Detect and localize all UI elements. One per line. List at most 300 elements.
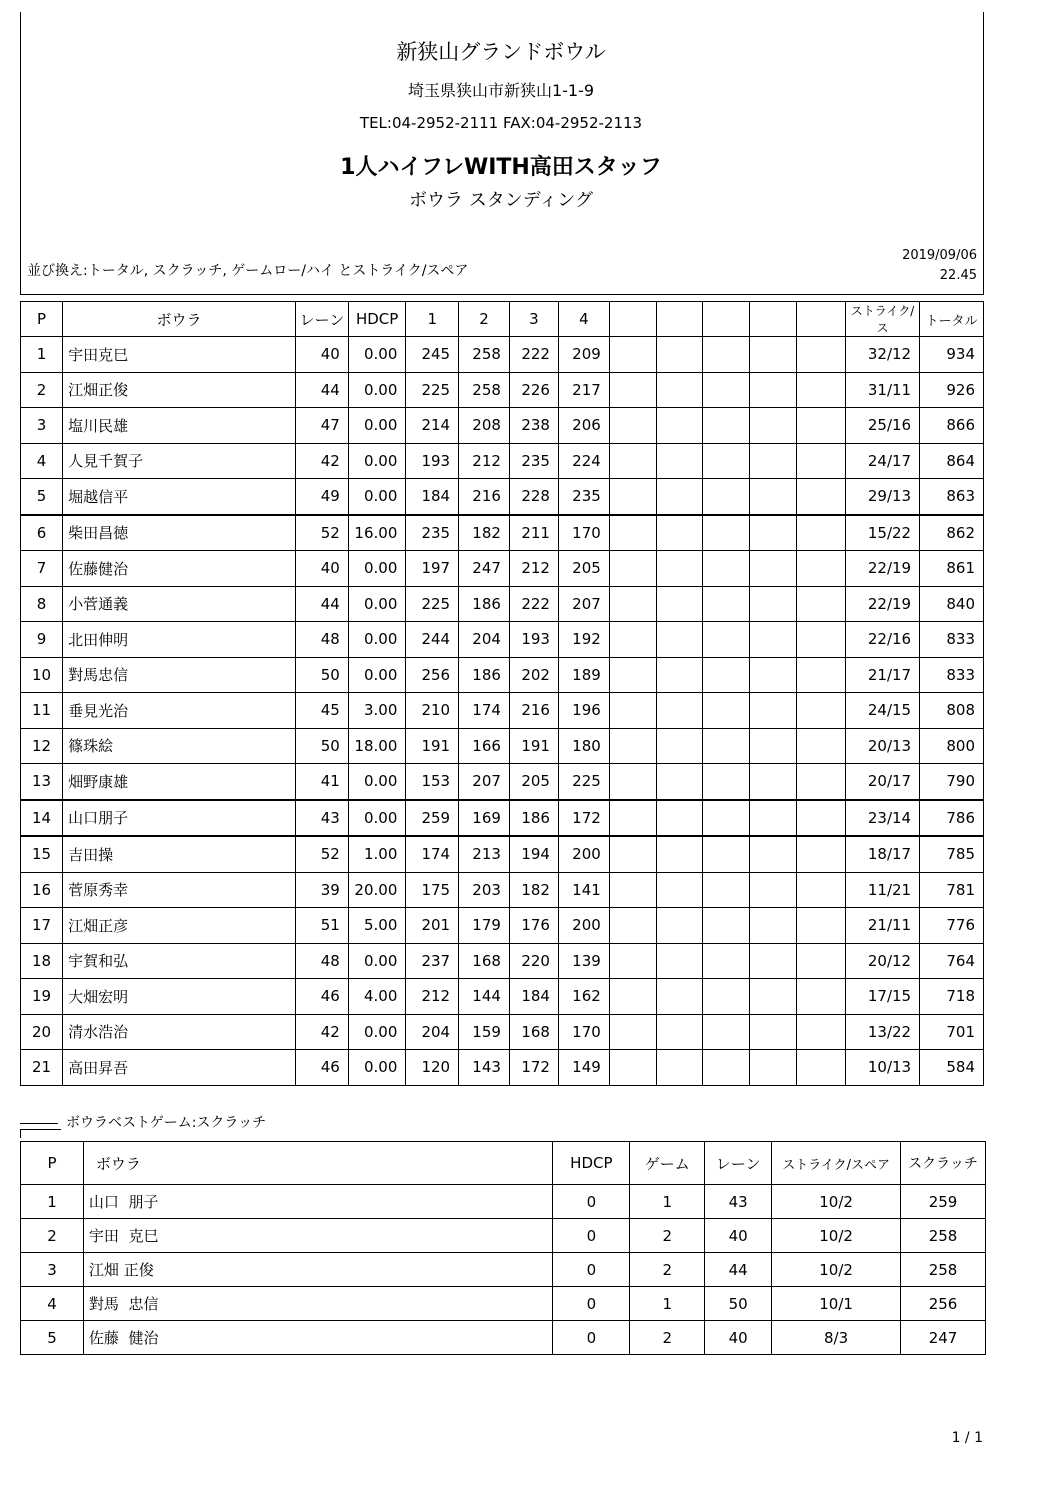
strike-spare-cell: 24/15: [845, 693, 919, 729]
empty-cell: [797, 372, 846, 408]
best-col-bowler: ボウラ: [83, 1142, 552, 1185]
table-row: [21, 908, 984, 944]
position-cell: 16: [21, 872, 63, 908]
empty-cell: [609, 728, 656, 764]
col-lane: レーン: [295, 302, 348, 337]
empty-cell: [656, 1014, 702, 1050]
empty-cell: [656, 836, 702, 872]
best-strike-spare-cell: 10/2: [772, 1219, 901, 1253]
game-2-cell: 179: [459, 908, 510, 944]
game-2-cell: 174: [459, 693, 510, 729]
table-row: [21, 1321, 986, 1355]
empty-cell: [750, 657, 797, 693]
bowler-name-cell: 佐藤健治: [63, 551, 296, 587]
table-row: [21, 764, 984, 800]
empty-cell: [702, 551, 749, 587]
empty-cell: [609, 800, 656, 837]
empty-cell: [702, 443, 749, 479]
game-3-cell: 182: [509, 872, 558, 908]
strike-spare-cell: 10/13: [845, 1050, 919, 1086]
empty-cell: [656, 872, 702, 908]
empty-cell: [797, 979, 846, 1015]
strike-spare-cell: 11/21: [845, 872, 919, 908]
empty-cell: [750, 443, 797, 479]
col-game-4: 4: [558, 302, 609, 337]
game-2-cell: 216: [459, 479, 510, 515]
bowler-name-cell: 畑野康雄: [63, 764, 296, 800]
empty-cell: [797, 836, 846, 872]
table-row: [21, 657, 984, 693]
empty-cell: [702, 408, 749, 444]
sort-criteria: 並び換え:トータル, スクラッチ, ゲームロー/ハイ とストライク/スペア: [27, 263, 469, 279]
empty-cell: [609, 551, 656, 587]
empty-cell: [656, 622, 702, 658]
game-4-cell: 209: [558, 337, 609, 373]
table-row: [21, 1014, 984, 1050]
game-4-cell: 224: [558, 443, 609, 479]
position-cell: 8: [21, 586, 63, 622]
hdcp-cell: 0.00: [348, 372, 406, 408]
empty-cell: [797, 872, 846, 908]
strike-spare-cell: 22/19: [845, 551, 919, 587]
table-row: [21, 443, 984, 479]
game-3-cell: 193: [509, 622, 558, 658]
game-4-cell: 225: [558, 764, 609, 800]
total-cell: 864: [920, 443, 984, 479]
standings-table: [20, 301, 984, 1086]
best-bowler-name-cell: 宇田 克巳: [83, 1219, 552, 1253]
best-position-cell: 1: [21, 1185, 84, 1219]
best-game-table: [20, 1141, 986, 1355]
game-3-cell: 238: [509, 408, 558, 444]
bowler-name-cell: 菅原秀幸: [63, 872, 296, 908]
strike-spare-cell: 31/11: [845, 372, 919, 408]
bowler-name-cell: 江畑正俊: [63, 372, 296, 408]
game-3-cell: 222: [509, 586, 558, 622]
table-row: [21, 622, 984, 658]
empty-cell: [656, 908, 702, 944]
best-bowler-name-cell: 對馬 忠信: [83, 1287, 552, 1321]
strike-spare-cell: 18/17: [845, 836, 919, 872]
position-cell: 12: [21, 728, 63, 764]
empty-cell: [656, 1050, 702, 1086]
game-3-cell: 202: [509, 657, 558, 693]
game-2-cell: 168: [459, 943, 510, 979]
table-row: [21, 1050, 984, 1086]
table-row: [21, 872, 984, 908]
game-2-cell: 258: [459, 337, 510, 373]
game-2-cell: 143: [459, 1050, 510, 1086]
total-cell: 934: [920, 337, 984, 373]
game-4-cell: 205: [558, 551, 609, 587]
game-4-cell: 196: [558, 693, 609, 729]
position-cell: 17: [21, 908, 63, 944]
col-empty: [750, 302, 797, 337]
empty-cell: [609, 836, 656, 872]
game-1-cell: 191: [406, 728, 459, 764]
hdcp-cell: 0.00: [348, 764, 406, 800]
strike-spare-cell: 20/12: [845, 943, 919, 979]
empty-cell: [702, 800, 749, 837]
best-bowler-name-cell: 山口 朋子: [83, 1185, 552, 1219]
bowler-name-cell: 小菅通義: [63, 586, 296, 622]
best-lane-cell: 40: [705, 1219, 772, 1253]
empty-cell: [702, 908, 749, 944]
best-scratch-cell: 258: [901, 1253, 986, 1287]
game-1-cell: 153: [406, 764, 459, 800]
game-1-cell: 197: [406, 551, 459, 587]
hdcp-cell: 1.00: [348, 836, 406, 872]
empty-cell: [656, 728, 702, 764]
lane-cell: 48: [295, 622, 348, 658]
col-game-2: 2: [459, 302, 510, 337]
lane-cell: 52: [295, 515, 348, 551]
empty-cell: [656, 800, 702, 837]
game-1-cell: 120: [406, 1050, 459, 1086]
empty-cell: [656, 586, 702, 622]
empty-cell: [609, 872, 656, 908]
event-title: 1人ハイフレWITH高田スタッフ: [340, 155, 662, 180]
lane-cell: 47: [295, 408, 348, 444]
total-cell: 862: [920, 515, 984, 551]
empty-cell: [609, 1050, 656, 1086]
empty-cell: [750, 551, 797, 587]
table-row: [21, 943, 984, 979]
col-strike-spare: ストライク/ス: [845, 302, 919, 337]
bowler-name-cell: 江畑正彦: [63, 908, 296, 944]
empty-cell: [797, 622, 846, 658]
lane-cell: 45: [295, 693, 348, 729]
empty-cell: [750, 515, 797, 551]
col-total: トータル: [920, 302, 984, 337]
table-row: [21, 372, 984, 408]
position-cell: 20: [21, 1014, 63, 1050]
bowler-name-cell: 高田昇吾: [63, 1050, 296, 1086]
game-4-cell: 139: [558, 943, 609, 979]
empty-cell: [656, 943, 702, 979]
bowler-name-cell: 清水浩治: [63, 1014, 296, 1050]
empty-cell: [702, 622, 749, 658]
game-3-cell: 211: [509, 515, 558, 551]
total-cell: 584: [920, 1050, 984, 1086]
empty-cell: [750, 979, 797, 1015]
table-row: [21, 586, 984, 622]
game-2-cell: 208: [459, 408, 510, 444]
strike-spare-cell: 32/12: [845, 337, 919, 373]
game-4-cell: 200: [558, 908, 609, 944]
game-2-cell: 186: [459, 657, 510, 693]
empty-cell: [797, 408, 846, 444]
strike-spare-cell: 20/13: [845, 728, 919, 764]
best-strike-spare-cell: 10/2: [772, 1253, 901, 1287]
best-lane-cell: 44: [705, 1253, 772, 1287]
lane-cell: 40: [295, 551, 348, 587]
caption-rule: [20, 1123, 58, 1124]
best-strike-spare-cell: 10/2: [772, 1185, 901, 1219]
venue-address: 埼玉県狭山市新狭山1-1-9: [407, 81, 595, 100]
game-4-cell: 162: [558, 979, 609, 1015]
best-scratch-cell: 258: [901, 1219, 986, 1253]
best-col-lane: レーン: [705, 1142, 772, 1185]
best-hdcp-cell: 0: [553, 1321, 630, 1355]
empty-cell: [702, 372, 749, 408]
total-cell: 840: [920, 586, 984, 622]
game-2-cell: 258: [459, 372, 510, 408]
game-3-cell: 172: [509, 1050, 558, 1086]
best-hdcp-cell: 0: [553, 1219, 630, 1253]
table-row: [21, 515, 984, 551]
best-bowler-name-cell: 佐藤 健治: [83, 1321, 552, 1355]
position-cell: 18: [21, 943, 63, 979]
bowler-name-cell: 垂見光治: [63, 693, 296, 729]
best-position-cell: 2: [21, 1219, 84, 1253]
total-cell: 764: [920, 943, 984, 979]
empty-cell: [609, 943, 656, 979]
lane-cell: 49: [295, 479, 348, 515]
best-hdcp-cell: 0: [553, 1253, 630, 1287]
game-1-cell: 225: [406, 586, 459, 622]
empty-cell: [702, 515, 749, 551]
empty-cell: [797, 443, 846, 479]
empty-cell: [797, 728, 846, 764]
position-cell: 11: [21, 693, 63, 729]
game-1-cell: 214: [406, 408, 459, 444]
best-position-cell: 4: [21, 1287, 84, 1321]
game-3-cell: 176: [509, 908, 558, 944]
game-4-cell: 235: [558, 479, 609, 515]
lane-cell: 52: [295, 836, 348, 872]
best-game-cell: 1: [630, 1185, 705, 1219]
game-2-cell: 203: [459, 872, 510, 908]
hdcp-cell: 0.00: [348, 943, 406, 979]
total-cell: 861: [920, 551, 984, 587]
best-game-cell: 2: [630, 1253, 705, 1287]
empty-cell: [609, 908, 656, 944]
empty-cell: [609, 337, 656, 373]
venue-contact: TEL:04-2952-2111 FAX:04-2952-2113: [359, 114, 643, 132]
position-cell: 6: [21, 515, 63, 551]
hdcp-cell: 16.00: [348, 515, 406, 551]
col-hdcp: HDCP: [348, 302, 406, 337]
lane-cell: 46: [295, 979, 348, 1015]
total-cell: 833: [920, 622, 984, 658]
best-game-cell: 1: [630, 1287, 705, 1321]
empty-cell: [656, 979, 702, 1015]
empty-cell: [797, 764, 846, 800]
game-3-cell: 216: [509, 693, 558, 729]
bowler-name-cell: 宇賀和弘: [63, 943, 296, 979]
position-cell: 13: [21, 764, 63, 800]
total-cell: 701: [920, 1014, 984, 1050]
table-row: [21, 693, 984, 729]
empty-cell: [609, 479, 656, 515]
report-datetime: [902, 246, 977, 286]
empty-cell: [750, 479, 797, 515]
game-2-cell: 204: [459, 622, 510, 658]
table-row: [21, 800, 984, 837]
position-cell: 10: [21, 657, 63, 693]
game-1-cell: 244: [406, 622, 459, 658]
table-row: [21, 408, 984, 444]
game-4-cell: 206: [558, 408, 609, 444]
lane-cell: 44: [295, 586, 348, 622]
game-2-cell: 247: [459, 551, 510, 587]
total-cell: 776: [920, 908, 984, 944]
game-1-cell: 235: [406, 515, 459, 551]
empty-cell: [750, 622, 797, 658]
strike-spare-cell: 22/19: [845, 586, 919, 622]
best-col-hdcp: HDCP: [553, 1142, 630, 1185]
total-cell: 808: [920, 693, 984, 729]
best-lane-cell: 50: [705, 1287, 772, 1321]
best-strike-spare-cell: 10/1: [772, 1287, 901, 1321]
best-col-scratch: スクラッチ: [901, 1142, 986, 1185]
empty-cell: [609, 657, 656, 693]
lane-cell: 42: [295, 1014, 348, 1050]
standings-header-row: [21, 302, 984, 337]
hdcp-cell: 0.00: [348, 551, 406, 587]
game-2-cell: 212: [459, 443, 510, 479]
col-empty: [797, 302, 846, 337]
empty-cell: [750, 728, 797, 764]
game-4-cell: 172: [558, 800, 609, 837]
game-3-cell: 226: [509, 372, 558, 408]
hdcp-cell: 18.00: [348, 728, 406, 764]
report-subtitle: ボウラ スタンディング: [409, 190, 593, 211]
total-cell: 926: [920, 372, 984, 408]
empty-cell: [656, 693, 702, 729]
best-game-cell: 2: [630, 1219, 705, 1253]
strike-spare-cell: 25/16: [845, 408, 919, 444]
best-scratch-cell: 256: [901, 1287, 986, 1321]
total-cell: 781: [920, 872, 984, 908]
position-cell: 19: [21, 979, 63, 1015]
empty-cell: [656, 657, 702, 693]
strike-spare-cell: 24/17: [845, 443, 919, 479]
empty-cell: [750, 372, 797, 408]
game-1-cell: 174: [406, 836, 459, 872]
empty-cell: [609, 1014, 656, 1050]
game-2-cell: 144: [459, 979, 510, 1015]
game-1-cell: 259: [406, 800, 459, 837]
game-1-cell: 204: [406, 1014, 459, 1050]
empty-cell: [702, 1050, 749, 1086]
table-row: [21, 979, 984, 1015]
position-cell: 14: [21, 800, 63, 837]
empty-cell: [609, 372, 656, 408]
game-2-cell: 169: [459, 800, 510, 837]
total-cell: 866: [920, 408, 984, 444]
strike-spare-cell: 23/14: [845, 800, 919, 837]
best-hdcp-cell: 0: [553, 1287, 630, 1321]
lane-cell: 46: [295, 1050, 348, 1086]
position-cell: 1: [21, 337, 63, 373]
strike-spare-cell: 13/22: [845, 1014, 919, 1050]
game-4-cell: 180: [558, 728, 609, 764]
bowler-name-cell: 塩川民雄: [63, 408, 296, 444]
game-1-cell: 225: [406, 372, 459, 408]
game-3-cell: 191: [509, 728, 558, 764]
table-row: [21, 1253, 986, 1287]
total-cell: 718: [920, 979, 984, 1015]
hdcp-cell: 0.00: [348, 1014, 406, 1050]
bowler-name-cell: 人見千賀子: [63, 443, 296, 479]
bowler-name-cell: 對馬忠信: [63, 657, 296, 693]
empty-cell: [702, 657, 749, 693]
empty-cell: [702, 764, 749, 800]
strike-spare-cell: 21/17: [845, 657, 919, 693]
empty-cell: [609, 693, 656, 729]
game-4-cell: 149: [558, 1050, 609, 1086]
bowler-name-cell: 吉田操: [63, 836, 296, 872]
game-1-cell: 245: [406, 337, 459, 373]
table-row: [21, 836, 984, 872]
position-cell: 4: [21, 443, 63, 479]
strike-spare-cell: 29/13: [845, 479, 919, 515]
game-1-cell: 184: [406, 479, 459, 515]
best-hdcp-cell: 0: [553, 1185, 630, 1219]
empty-cell: [797, 586, 846, 622]
empty-cell: [797, 908, 846, 944]
empty-cell: [656, 408, 702, 444]
game-4-cell: 170: [558, 515, 609, 551]
game-1-cell: 175: [406, 872, 459, 908]
hdcp-cell: 0.00: [348, 622, 406, 658]
best-game-body: [21, 1185, 986, 1355]
empty-cell: [702, 943, 749, 979]
game-3-cell: 212: [509, 551, 558, 587]
table-row: [21, 337, 984, 373]
empty-cell: [702, 979, 749, 1015]
position-cell: 21: [21, 1050, 63, 1086]
empty-cell: [750, 908, 797, 944]
empty-cell: [656, 372, 702, 408]
lane-cell: 39: [295, 872, 348, 908]
game-3-cell: 220: [509, 943, 558, 979]
empty-cell: [797, 515, 846, 551]
empty-cell: [797, 657, 846, 693]
empty-cell: [750, 408, 797, 444]
game-1-cell: 201: [406, 908, 459, 944]
hdcp-cell: 0.00: [348, 337, 406, 373]
col-empty: [656, 302, 702, 337]
position-cell: 5: [21, 479, 63, 515]
caption-bracket: [20, 1129, 61, 1138]
game-2-cell: 213: [459, 836, 510, 872]
empty-cell: [656, 479, 702, 515]
empty-cell: [797, 943, 846, 979]
game-2-cell: 207: [459, 764, 510, 800]
empty-cell: [609, 586, 656, 622]
col-game-1: 1: [406, 302, 459, 337]
hdcp-cell: 0.00: [348, 800, 406, 837]
bowler-name-cell: 宇田克巳: [63, 337, 296, 373]
col-bowler: ボウラ: [63, 302, 296, 337]
position-cell: 2: [21, 372, 63, 408]
best-position-cell: 5: [21, 1321, 84, 1355]
game-1-cell: 212: [406, 979, 459, 1015]
venue-name: 新狭山グランドボウル: [396, 40, 606, 64]
best-bowler-name-cell: 江畑 正俊: [83, 1253, 552, 1287]
best-position-cell: 3: [21, 1253, 84, 1287]
lane-cell: 44: [295, 372, 348, 408]
standings-body: [21, 337, 984, 1086]
empty-cell: [656, 764, 702, 800]
best-col-strike-spare: ストライク/スペア: [772, 1142, 901, 1185]
empty-cell: [750, 337, 797, 373]
game-4-cell: 141: [558, 872, 609, 908]
empty-cell: [609, 622, 656, 658]
